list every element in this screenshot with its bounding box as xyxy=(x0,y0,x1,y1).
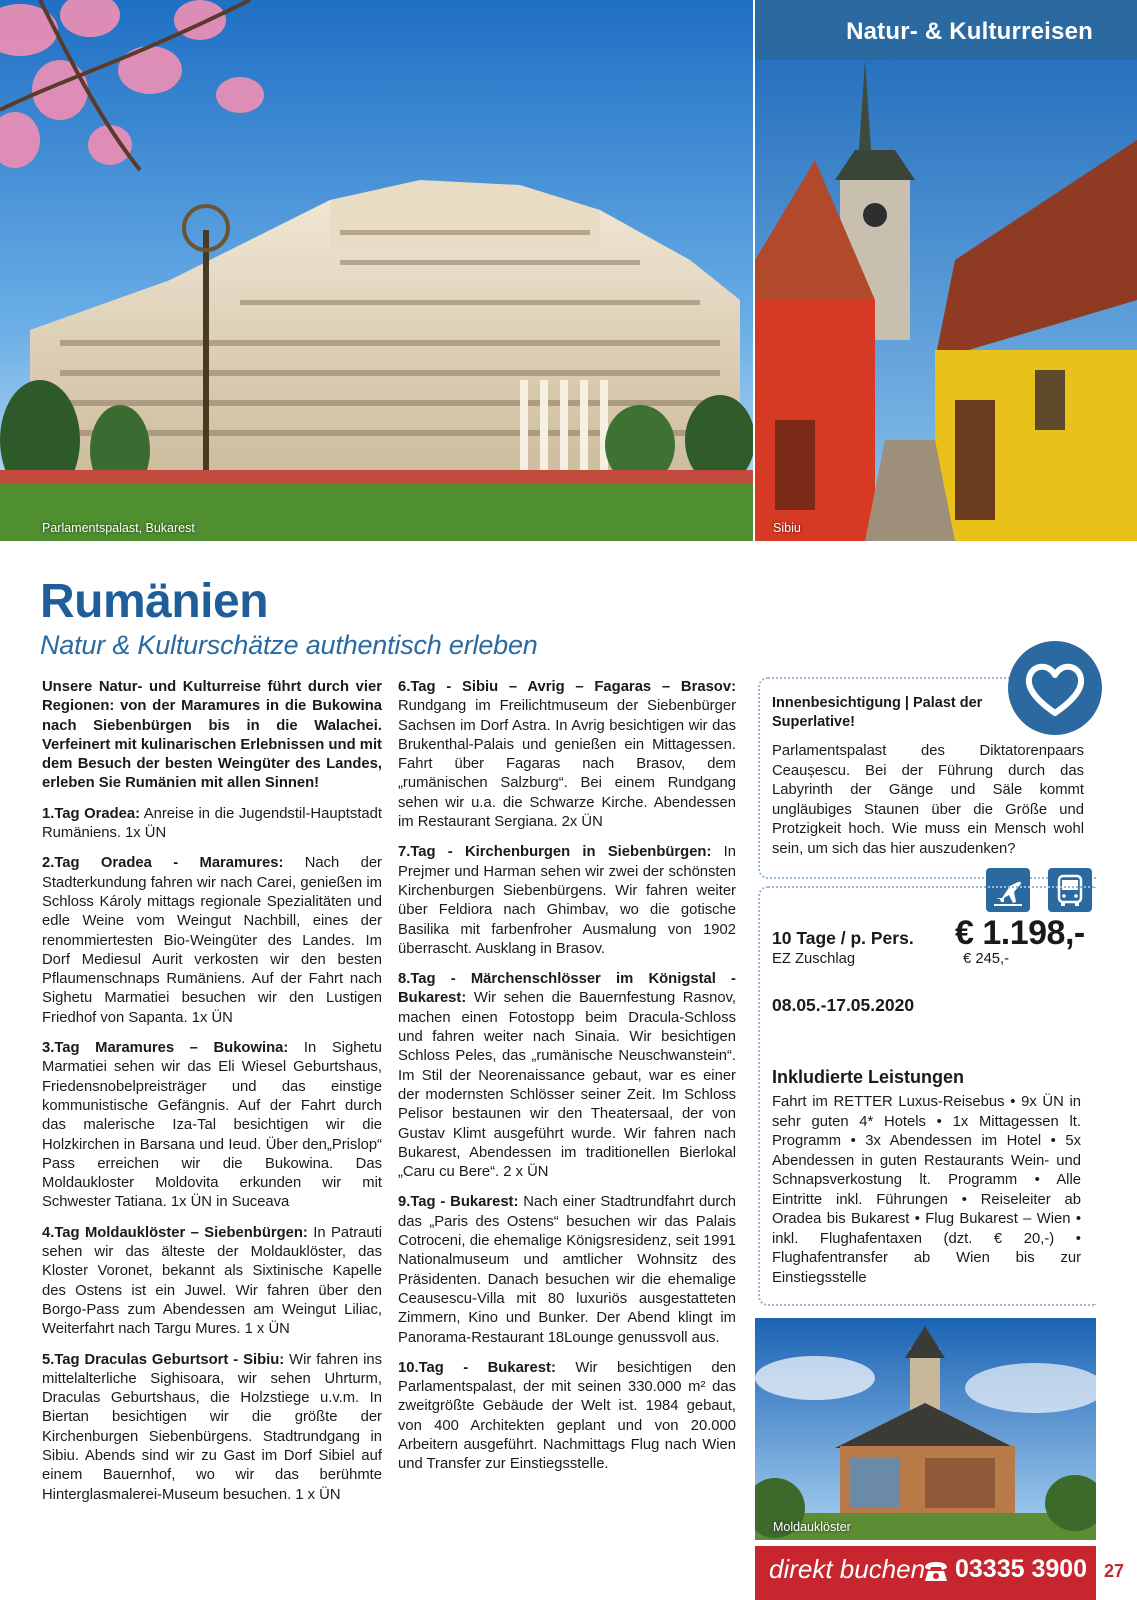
itinerary-day xyxy=(42,805,382,844)
booking-label: direkt buchen xyxy=(769,1554,926,1584)
highlight-title: Innenbesichtigung | Palast der Superlative! xyxy=(772,695,983,730)
day-heading: 4.Tag Moldauklöster – Siebenbürgen: xyxy=(42,1224,308,1241)
itinerary-column-middle xyxy=(398,678,736,1486)
itinerary-column-left xyxy=(42,678,382,1516)
category-banner: Natur- & Kulturreisen xyxy=(755,0,1137,60)
itinerary-day xyxy=(398,1359,736,1475)
page-title: Rumänien xyxy=(40,575,269,628)
day-text: Wir besichtigen den Parlamentspalast, der mit seinen 330.000 m² das zweitgrößte Gebäude der Welt ist. 1984 gebaut, von 400 Architekten geplant und von 20.000 Arbeitern ausgeführt. Nachmittags Flug nach Wien und Transfer zur Einstiegsstelle. xyxy=(398,1359,737,1473)
day-text: Nach der Stadterkundung fahren wir nach Carei, genießen im Schloss Károly mittags regionale Spezialitäten und edle Weine vom Weingut Nachbill, eines der renommiertesten Bio-Weingüter des Landes. Im Dorf Mediesul Aurit verkosten wir den besten Pflaumenschnaps Rumäniens. Auf der Fahrt nach Sighetu Marmatiei besuchen wir den Lustigen Friedhof von Sapanta. 1x ÜN xyxy=(42,855,382,1026)
day-text: Wir sehen die Bauernfestung Rasnov, machen einen Fotostopp beim Dracula-Schloss und fahren weiter nach Sinaia. Wir besichtigen Schloss Peles, das „rumänische Neuschwanstein“. Im Stil der Neorenaissance gebaut, war es einer der modernsten Schlösser seiner Zeit. Im Schloss Pelisor bestaunen wir den Theatersaal, der von Gustav Klimt ausgeführt wurde. Wir fahren nach Bukarest, Abendessen im traditionellen Bierlokal „Caru cu Bere“. 2 x ÜN xyxy=(398,990,736,1181)
phone-number[interactable]: 03335 3900 xyxy=(955,1555,1088,1583)
itinerary-day xyxy=(398,843,736,959)
itinerary-day xyxy=(42,1224,382,1340)
day-text: Anreise in die Jugendstil-Hauptstadt Rumäniens. 1x ÜN xyxy=(42,805,383,842)
day-text: In Prejmer und Harman sehen wir zwei der schönsten Kirchenburgen Siebenbürgens. Wir fahren weiter über Feldiora nach Ghimbav, wo die gotische Basilika mit farbenfroher Ausmalung von 1902 überrascht. Ausklang in Brasov. xyxy=(398,844,736,957)
itinerary-day xyxy=(398,1193,736,1347)
sibiu-caption: Sibiu xyxy=(773,521,801,535)
single-supplement-label: EZ Zuschlag xyxy=(772,951,856,967)
itinerary-day xyxy=(42,1039,382,1213)
itinerary-day xyxy=(42,854,382,1028)
travel-dates: 08.05.-17.05.2020 xyxy=(772,995,915,1015)
itinerary-day xyxy=(398,678,736,832)
day-heading: 3.Tag Maramures – Bukowina: xyxy=(42,1040,289,1057)
day-heading: 2.Tag Oradea - Maramures: xyxy=(42,855,284,872)
page-subtitle: Natur & Kulturschätze authentisch erleben xyxy=(40,630,538,660)
single-supplement-value: € 245,- xyxy=(963,951,1010,967)
day-text: Rundgang im Freilichtmuseum der Siebenbürger Sachsen im Dorf Astra. In Avrig besichtigen wir das Brukenthal-Palais und genießen ein Mittagessen. Fahrt über Fagaras nach Brasov, dem „rumänischen Salzburg“. Bei einem Rundgang sehen wir u.a. die Schwarze Kirche. Abendessen im Restaurant Sergiana. 2x ÜN xyxy=(398,698,736,831)
day-heading: 7.Tag - Kirchenburgen in Siebenbürgen: xyxy=(398,844,712,861)
itinerary-day xyxy=(42,1351,382,1505)
day-heading: 6.Tag - Sibiu – Avrig – Fagaras – Brasov: xyxy=(398,679,736,695)
day-text: Nach einer Stadtrundfahrt durch das „Paris des Ostens“ besuchen wir das Palais Cotroceni, die ehemalige Königsresidenz, seit 1991 Nationalmuseum und amtlicher Wohnsitz des Präsidenten. Danach besuchen wir die ehemalige Ceausescu-Villa mit 80 luxuriös ausgestatteten Zimmern, Kino und Bunker. Der Abend klingt im Panorama-Restaurant 18Lounge genussvoll aus. xyxy=(398,1194,736,1346)
intro-text: Unsere Natur- und Kulturreise führt durch vier Regionen: von der Maramures in die Bukowina nach Siebenbürgen bis in die Walachei. Verfeinert mit kulinarischen Erlebnissen und mit dem Besuch der besten Weingüter des Landes, erleben Sie Rumänien mit allen Sinnen! xyxy=(42,679,382,792)
phone-icon xyxy=(923,1561,949,1583)
parliament-photo xyxy=(0,0,753,541)
day-heading: 8.Tag - Märchenschlösser im Königstal - Bukarest: xyxy=(398,971,736,1007)
day-text: In Sighetu Marmatiei sehen wir das Eli Wiesel Geburtshaus, Friedensnobelpreisträger und das einstige kommunistische Gefängnis. Auf der Fahrt durch das malerische Iza-Tal besichtigen wir die Holzkirchen in Barsana und Ieud. Über den„Prislop“ Pass erreichen wir die Bukowina. Das Moldaukloster Moldovita erkunden wir mit Schwester Tatiana. 1x ÜN in Suceava xyxy=(42,1040,382,1211)
page-number: 27 xyxy=(1104,1561,1125,1581)
day-heading: 9.Tag - Bukarest: xyxy=(398,1194,519,1211)
booking-bar[interactable] xyxy=(755,1546,1096,1600)
parliament-caption: Parlamentspalast, Bukarest xyxy=(42,521,195,535)
day-text: In Patrauti sehen wir das älteste der Moldauklöster, das Kloster Voronet, bekannt als Sixtinische Kapelle des Ostens ist ein Juwel. Wir fahren über den Borgo-Pass zum Abendessen am Weingut Liliac, Weiterfahrt nach Targu Mures. 1 x ÜN xyxy=(42,1224,382,1338)
day-text: Wir fahren ins mittelalterliche Sighisoara, wir sehen Uhrturm, Draculas Geburtshaus, die Holzstiege u.v.m. In Biertan besichtigen wir die größte der Kirchenburgen Siebenbürgens. Stadtrundgang in Sibiu. Abends sind wir zu Gast im Dorf Sibiel auf einem Bauernhof, wo wir das berühmte Hinterglasmalerei-Museum besuchen. 1 x ÜN xyxy=(42,1351,383,1503)
day-heading: 10.Tag - Bukarest: xyxy=(398,1359,556,1376)
monastery-caption: Moldauklöster xyxy=(773,1520,851,1534)
day-heading: 1.Tag Oradea: xyxy=(42,805,141,822)
services-text: Fahrt im RETTER Luxus-Reisebus • 9x ÜN in sehr guten 4* Hotels • 1x Mittagessen lt. Programm • 3x Abendessen im Hotel • 5x Abendessen in guten Restaurants Wein- und Schnapsverkostung lt. Programm • Alle Eintritte inkl. Führungen • Reiseleiter ab Oradea bis Bukarest • Flug Bukarest – Wien • inkl. Flughafentaxen (dzt. € 20,-) • Flughafentransfer ab Wien bis zur Einstiegsstelle xyxy=(772,1094,1081,1286)
sibiu-photo xyxy=(755,0,1137,541)
heart-icon xyxy=(1008,641,1102,735)
day-heading: 5.Tag Draculas Geburtsort - Sibiu: xyxy=(42,1351,285,1368)
monastery-photo xyxy=(755,1318,1096,1540)
itinerary-day xyxy=(398,970,736,1182)
highlight-text: Parlamentspalast des Diktatorenpaars Ceaușescu. Bei der Führung durch das Labyrinth der Gänge und Säle kommt ungläubiges Staunen über die Größe und Protzigkeit hoch. Wie muss ein Mensch wohl sein, um sich das hier auszudenken? xyxy=(772,743,1084,857)
duration-label: 10 Tage / p. Pers. xyxy=(772,928,914,948)
price-value: € 1.198,- xyxy=(955,914,1085,952)
services-title: Inkludierte Leistungen xyxy=(772,1067,965,1087)
